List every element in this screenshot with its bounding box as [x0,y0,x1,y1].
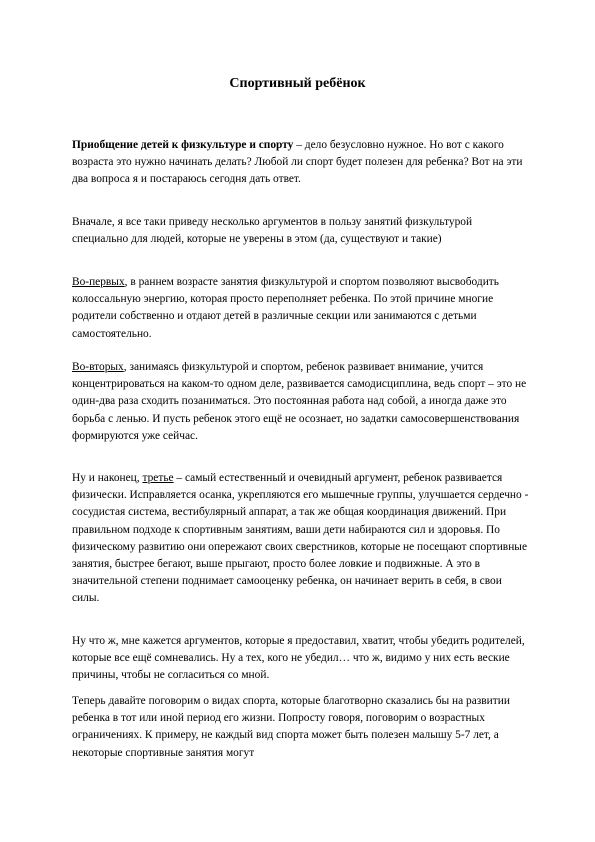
first-lead-underlined: Во-первых [72,276,125,288]
third-lead-underlined: третье [142,472,174,484]
third-text: – самый естественный и очевидный аргумент, ребенок развивается физически. Исправляется осанка, укрепляются его мышечные группы, улучшается сердечно - сосудистая система, вестибулярный аппарат, а так же общая координация движений. При правильном подходе к спортивным занятиям, ваши дети набираются сил и здоровья. По физическому развитию они опережают своих сверстников, которые не посещают спортивные занятия, быстрее бегают, выше прыгают, просто более ловкие и подвижные. А это в значительной степени поднимает самооценку ребенка, он начинает верить в себя, в свои силы. [72,472,529,605]
third-pre: Ну и наконец, [72,472,143,484]
intro-lead-bold: Приобщение детей к физкультуре и спорту [72,139,294,151]
paragraph-first-argument [72,274,530,343]
first-text: , в раннем возрасте занятия физкультурой и спортом позволяют высвободить колоссальную энергию, которая просто переполняет ребенка. По этой причине многие родители собственно и отдают детей в различные секции или занимаются с детьми самостоятельно. [72,276,499,340]
paragraph-intro [72,137,530,189]
paragraph-third-argument [72,470,530,608]
second-lead-underlined: Во-вторых [72,361,124,373]
paragraph-conclusion: Ну что ж, мне кажется аргументов, которые я предоставил, хватит, чтобы убедить родителей, которые все ещё сомневались. Ну а тех, кого не убедил… что ж, видимо у них есть веские причины, чтобы не согласиться со мной. [72,635,525,682]
document-title: Спортивный ребёнок [229,76,366,91]
paragraph-sports-types: Теперь давайте поговорим о видах спорта, которые благотворно сказались бы на развитии ребенка в тот или иной период его жизни. Попросту говоря, поговорим о возрастных ограничениях. К примеру, не каждый вид спорта может быть полезен малышу 5-7 лет, а некоторые спортивные занятия могут [72,695,510,759]
paragraph-arguments-intro: Вначале, я все таки приведу несколько аргументов в пользу занятий физкультурой специально для людей, которые не уверены в этом (да, существуют и такие) [72,216,473,246]
second-text: , занимаясь физкультурой и спортом, ребенок развивает внимание, учится концентрироваться на каком-то одном деле, развивается самодисциплина, ведь спорт – это не один-два раза сходить позаниматься. Это постоянная работа над собой, а иногда даже это борьба с ленью. И пусть ребенок этого ещё не осознает, но задатки самосовершенствования формируются уже сейчас. [72,361,527,442]
intro-text: – дело безусловно нужное. Но вот с какого возраста это нужно начинать делать? Любой ли спорт будет полезен для ребенка? Вот на эти два вопроса я и постараюсь сегодня дать ответ. [72,139,523,186]
paragraph-second-argument [72,359,530,445]
